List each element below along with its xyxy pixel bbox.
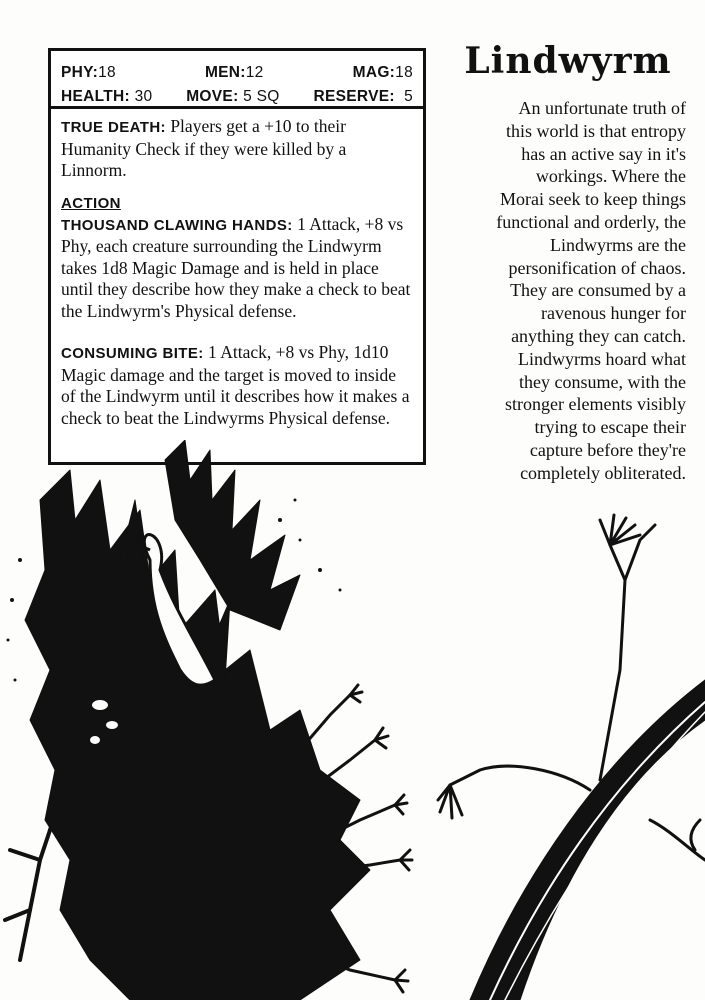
stats-row-combat — [61, 85, 413, 109]
lore-line: stronger elements visibly — [505, 394, 686, 415]
stat-men: MEN:12 — [204, 64, 264, 81]
lindwyrm-illustration — [0, 440, 705, 1000]
lore-line: capture before they're — [529, 439, 686, 460]
stat-move: MOVE: 5 SQ — [186, 88, 280, 105]
lore-line: this world is that entropy — [506, 120, 686, 141]
lindwyrm-body — [25, 440, 370, 1000]
trait-label: TRUE DEATH: — [61, 119, 166, 136]
stat-reserve: RESERVE: 5 — [313, 88, 413, 105]
action-heading: ACTION — [61, 194, 121, 212]
trait-text: Players get a +10 to their Humanity Check if they were killed by a Linnorm. — [61, 116, 347, 180]
ability-text: 1 Attack, +8 vs Phy, each creature surrounding the Lindwyrm takes 1d8 Magic Damage and is held in place until they describe how they make a check to beat the Lindwyrm's Physical defense. — [61, 213, 411, 321]
page-title: Lindwyrm — [464, 40, 672, 82]
stat-health: HEALTH: 30 — [61, 88, 153, 105]
lore-line: personification of chaos. — [508, 257, 686, 278]
lore-text — [448, 97, 686, 485]
stats-panel — [51, 51, 423, 109]
lore-line: they consume, with the — [519, 371, 686, 392]
lore-line: trying to escape their — [534, 417, 686, 438]
ability-thousand-clawing-hands — [61, 214, 413, 323]
stat-block — [48, 48, 426, 465]
lore-line: Morai seek to keep things — [500, 189, 686, 210]
true-death-trait — [61, 116, 413, 182]
lore-line: has an active say in it's — [521, 143, 686, 164]
lore-line: completely obliterated. — [520, 462, 686, 483]
ability-label: THOUSAND CLAWING HANDS: — [61, 216, 293, 234]
lore-line: ravenous hunger for — [541, 303, 686, 324]
ability-label: CONSUMING BITE: — [61, 345, 204, 362]
ability-text: 1 Attack, +8 vs Phy, 1d10 Magic damage and the target is moved to inside of the Lindwyrm until it describes how it makes a check to beat the Lindwyrms Physical defense. — [61, 342, 410, 428]
ability-consuming-bite — [61, 342, 413, 429]
lore-line: They are consumed by a — [510, 280, 686, 301]
stat-mag: MAG:18 — [352, 64, 413, 81]
lore-line: workings. Where the — [535, 166, 686, 187]
stat-phy: PHY:18 — [61, 64, 116, 81]
victim-figure — [438, 515, 705, 860]
stats-row-attributes — [61, 61, 413, 85]
lore-line: Lindwyrms are the — [550, 234, 686, 255]
serpent-coil — [470, 680, 705, 1000]
lore-line: anything they can catch. — [511, 325, 686, 346]
lore-line: Lindwyrms hoard what — [518, 348, 686, 369]
abilities-panel — [51, 109, 423, 429]
lore-line: An unfortunate truth of — [518, 98, 686, 118]
lore-line: functional and orderly, the — [496, 211, 686, 232]
